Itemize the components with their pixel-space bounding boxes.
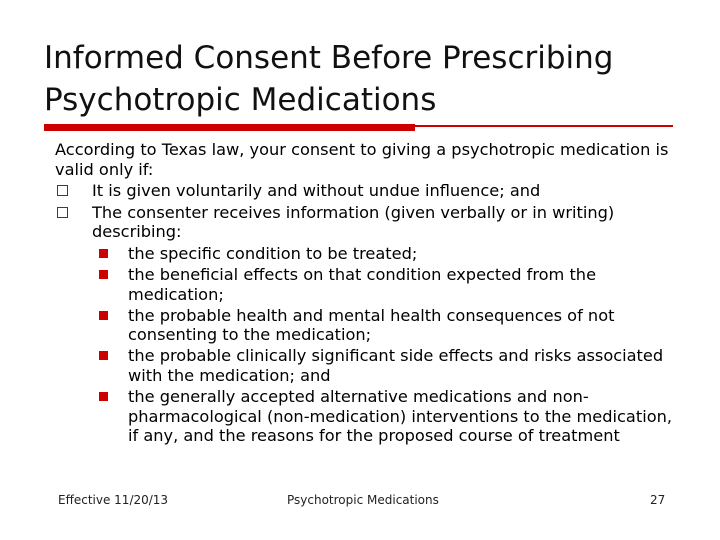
bullet-item	[55, 203, 685, 446]
sub-bullet-item	[92, 306, 685, 345]
filled-square-bullet-icon	[99, 270, 108, 279]
bullet-item	[55, 181, 685, 201]
slide-body	[55, 140, 685, 448]
sub-bullet-text: the probable health and mental health consequences of not consenting to the medication;	[128, 305, 615, 345]
hollow-square-bullet-icon	[57, 207, 68, 218]
sub-bullet-item	[92, 244, 685, 264]
sub-bullet-text: the specific condition to be treated;	[128, 243, 418, 263]
hollow-square-bullet-icon	[57, 185, 68, 196]
title-divider-line	[415, 125, 673, 127]
title-accent-bar	[44, 124, 415, 131]
intro-text: According to Texas law, your consent to giving a psychotropic medication is valid only if:	[55, 140, 669, 179]
sub-bullet-item	[92, 265, 685, 304]
filled-square-bullet-icon	[99, 392, 108, 401]
sub-bullet-list	[92, 244, 685, 446]
bullet-text: It is given voluntarily and without undue influence; and	[92, 181, 541, 201]
filled-square-bullet-icon	[99, 311, 108, 320]
bullet-text: The consenter receives information (given verbally or in writing) describing:	[92, 202, 615, 242]
filled-square-bullet-icon	[99, 351, 108, 360]
sub-bullet-text: the probable clinically significant side effects and risks associated with the medication; and	[128, 346, 664, 386]
filled-square-bullet-icon	[99, 249, 108, 258]
footer-title: Psychotropic Medications	[287, 493, 439, 507]
sub-bullet-item	[92, 346, 685, 385]
slide-title: Informed Consent Before Prescribing Psychotropic Medications	[44, 40, 614, 118]
sub-bullet-text: the generally accepted alternative medications and non-pharmacological (non-medication) interventions to the medication, if any, and the reasons for the proposed course of treatment	[128, 387, 673, 446]
sub-bullet-text: the beneficial effects on that condition expected from the medication;	[128, 265, 597, 304]
footer-effective-date: Effective 11/20/13	[58, 493, 169, 507]
page-number: 27	[650, 493, 666, 507]
sub-bullet-item	[92, 387, 685, 446]
